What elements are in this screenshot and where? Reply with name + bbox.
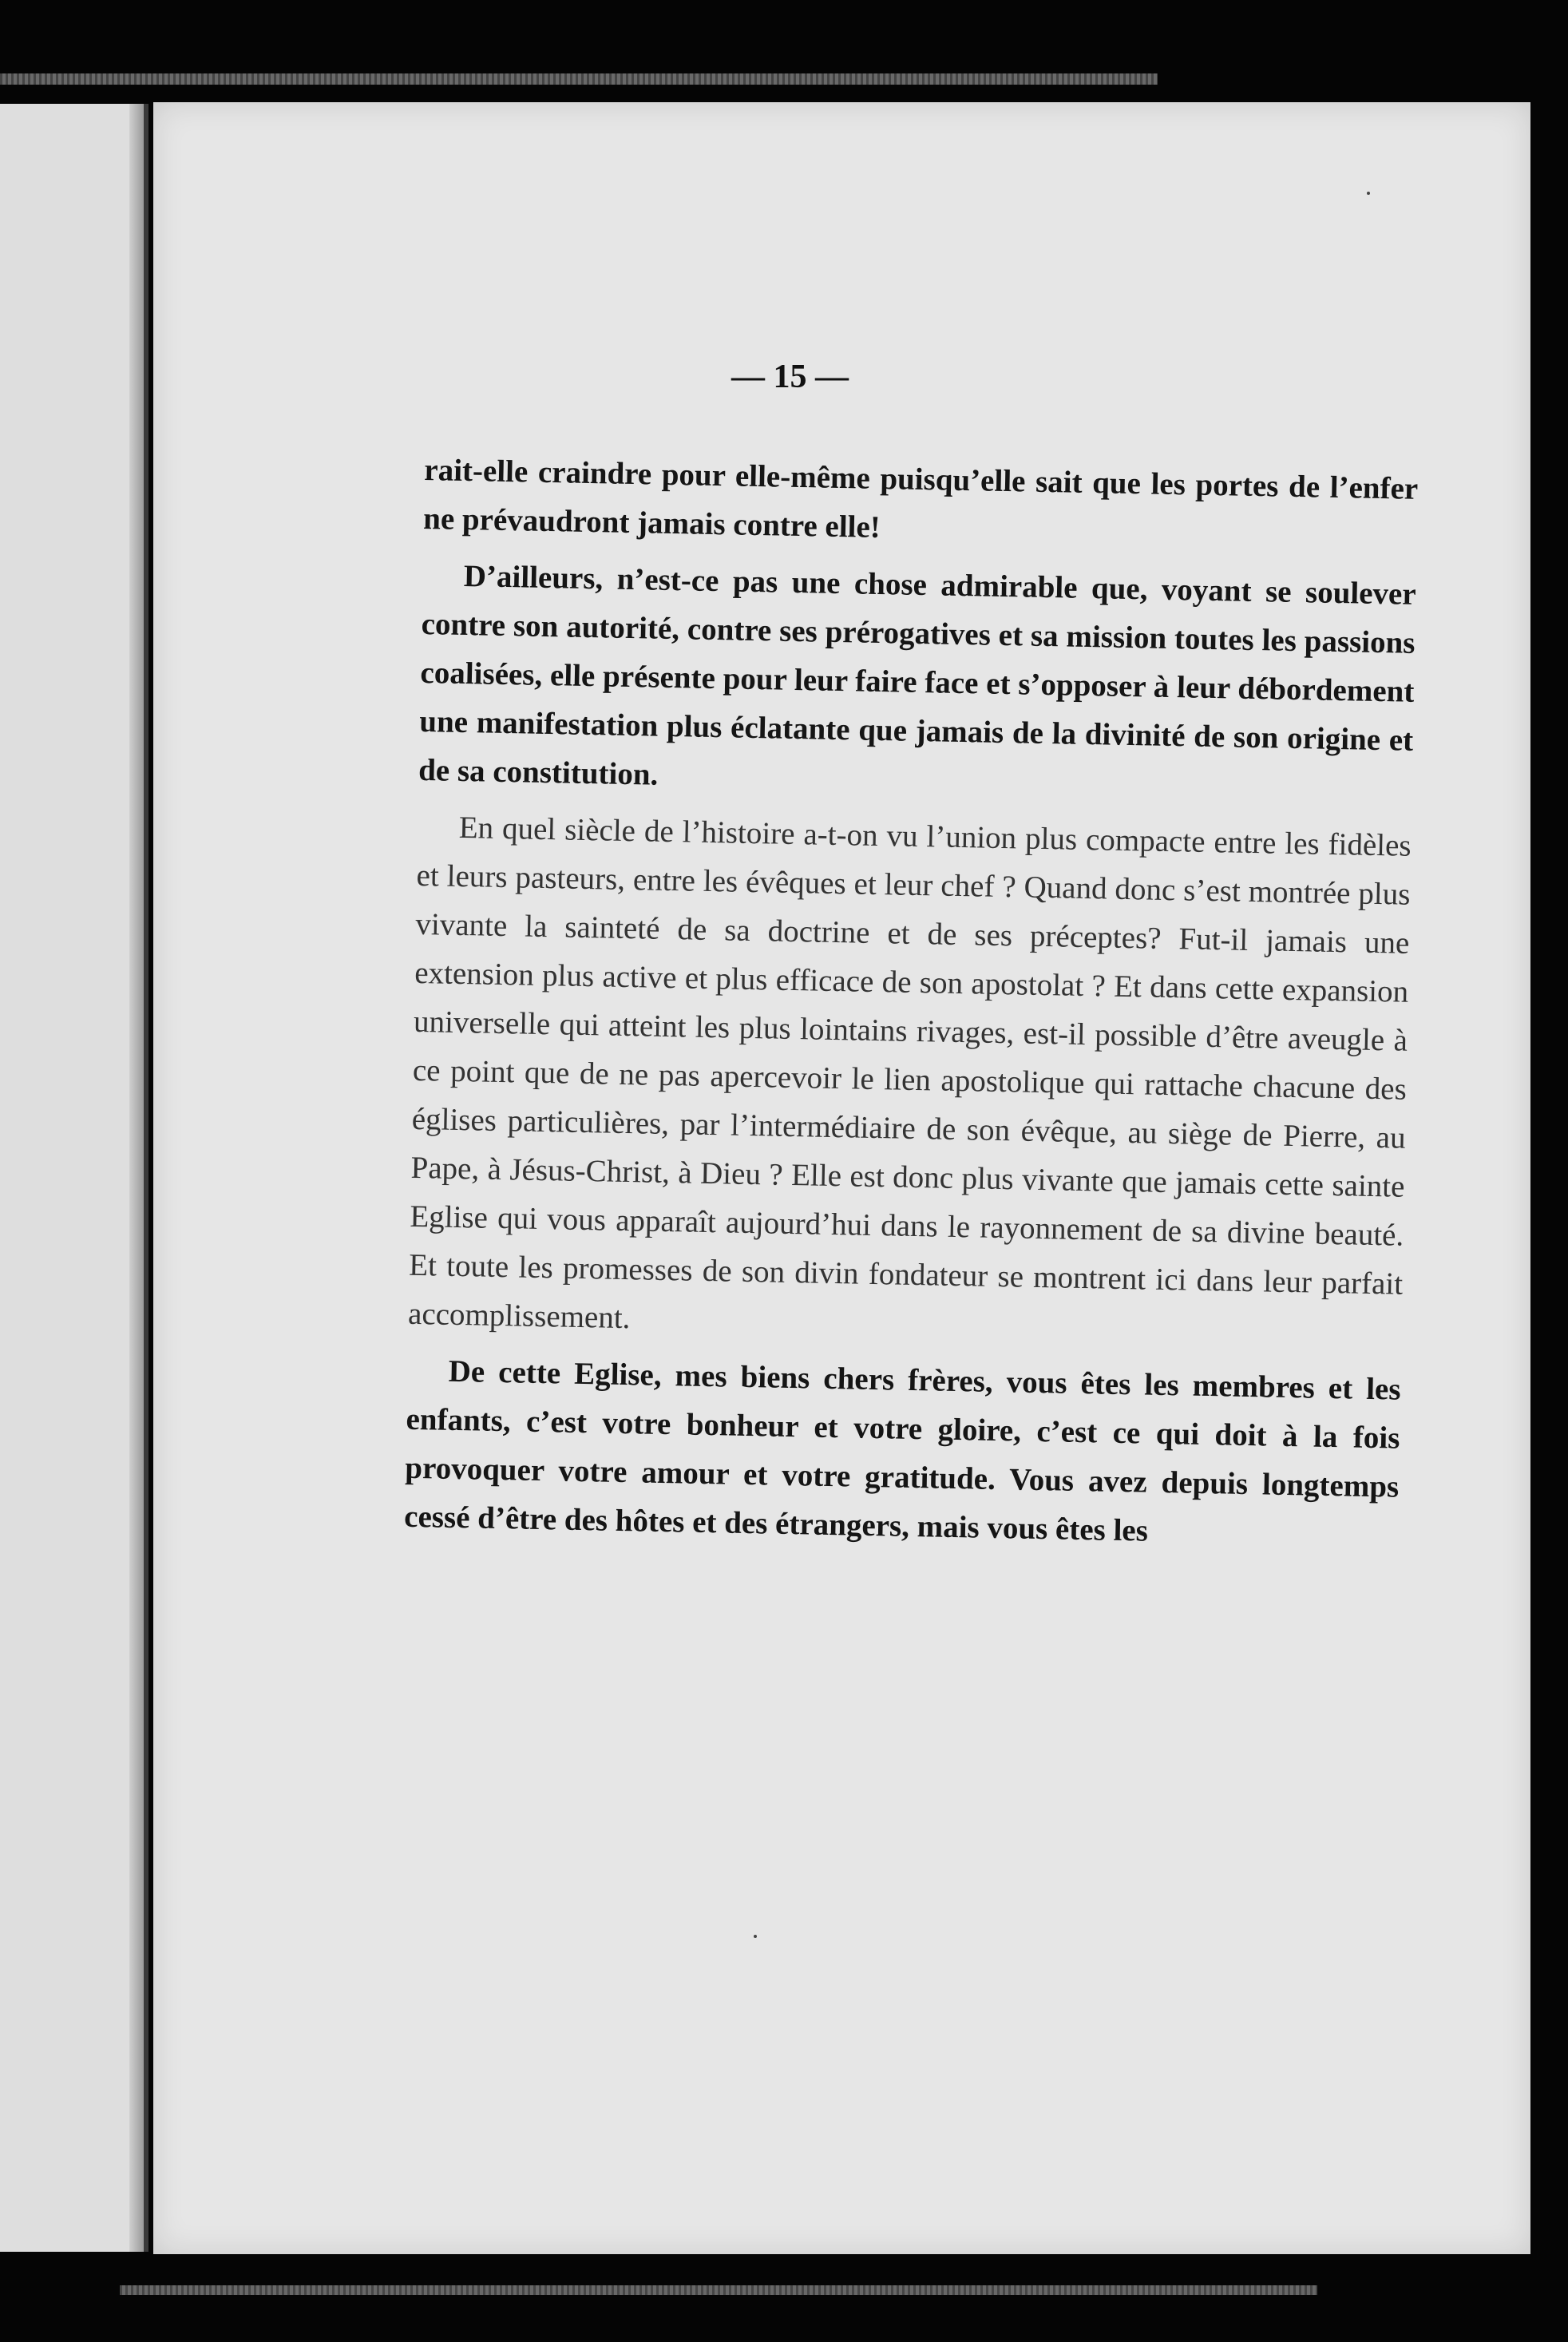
top-scan-artifact <box>0 73 1158 85</box>
page-body <box>403 446 1418 1568</box>
book-page <box>153 102 1530 2254</box>
paragraph-2: D’ailleurs, n’est-ce pas une chose admirable que, voyant se soulever contre son autorité, contre ses prérogatives et sa mission toutes les passions coalisées, elle présente pour leur faire face et s’opposer à leur débordement une manifestation plus éclatante que jamais de la divinité de son origine et de sa constitution. <box>418 558 1417 792</box>
paragraph-4: De cette Eglise, mes biens chers frères, vous êtes les membres et les enfants, c’est votre bonheur et votre gloire, c’est ce qui doit à la fois provoquer votre amour et votre gratitude. Vous avez depuis longtemps cessé d’être des hôtes et des étrangers, mais vous êtes les <box>403 1353 1401 1548</box>
dust-speck <box>754 1935 757 1938</box>
bottom-scan-artifact <box>120 2285 1317 2295</box>
paragraph-1: rait-elle craindre pour elle-même puisqu’elle sait que les portes de l’enfer ne prévaudront jamais contre elle! <box>422 452 1419 545</box>
facing-page-edge <box>0 104 148 2252</box>
dust-speck <box>1367 192 1370 195</box>
book-spine <box>129 104 144 2252</box>
paragraph-3: En quel siècle de l’histoire a-t-on vu l’union plus compacte entre les fidèles et leurs pasteurs, entre les évêques et leur chef ? Quand donc s’est montrée plus vivante la sainteté de sa doctrine et de ses préceptes? Fut-il jamais une extension plus active et plus efficace de son apostolat ? Et dans cette expansion universelle qui atteint les plus lointains rivages, est-il possible d’être aveugle à ce point que de ne pas apercevoir le lien apostolique qui rattache chacune des églises particulières, par l’intermédiaire de son évêque, au siège de Pierre, au Pape, à Jésus-Christ, à Dieu ? Elle est donc plus vivante que jamais cette sainte Eglise qui vous apparaît aujourd’hui dans le rayonnement de sa divine beauté. Et toute les promesses de son divin fondateur se montrent ici dans leur parfait accomplissement. <box>407 810 1412 1336</box>
page-number: — 15 — <box>731 359 849 395</box>
